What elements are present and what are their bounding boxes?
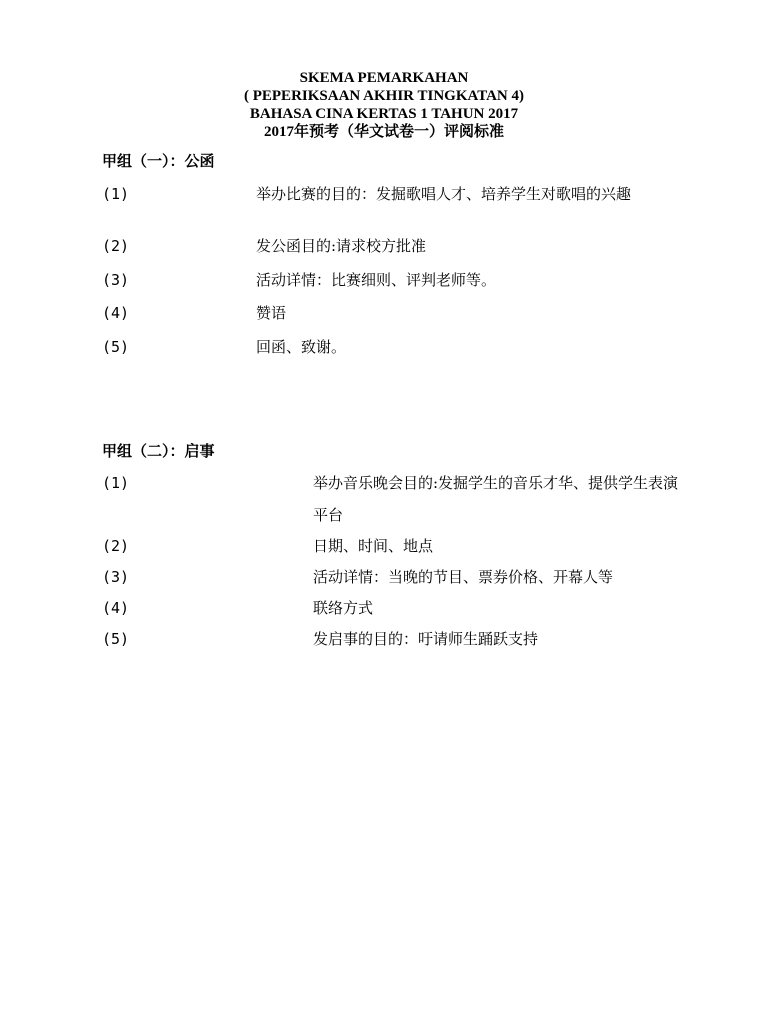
item-number: (3) xyxy=(102,271,130,289)
item-text: 活动详情：比赛细则、评判老师等。 xyxy=(256,271,497,289)
item-text: 联络方式 xyxy=(313,599,374,617)
item-text: 活动详情：当晚的节目、票券价格、开幕人等 xyxy=(313,568,614,586)
item-number: (3) xyxy=(102,568,130,586)
item-number: (2) xyxy=(102,237,130,255)
item-text: 举办音乐晚会目的:发掘学生的音乐才华、提供学生表演平台 xyxy=(313,474,679,524)
item-text: 回函、致谢。 xyxy=(256,338,347,356)
item-number: (5) xyxy=(102,630,130,648)
item-text: 发公函目的:请求校方批准 xyxy=(256,237,427,255)
item-text: 举办比赛的目的：发掘歌唱人才、培养学生对歌唱的兴趣 xyxy=(256,185,632,203)
item-text: 日期、时间、地点 xyxy=(313,537,434,555)
header-chinese-title: 2017年预考（华文试卷一）评阅标准 xyxy=(263,124,504,140)
section1-title: 甲组（一）：公函 xyxy=(102,152,215,170)
item-text: 赞语 xyxy=(256,304,287,322)
document-header xyxy=(0,69,768,141)
item-number: (4) xyxy=(102,304,130,322)
header-exam: ( PEPERIKSAAN AKHIR TINGKATAN 4) xyxy=(243,88,525,104)
header-subject: BAHASA CINA KERTAS 1 TAHUN 2017 xyxy=(249,106,519,122)
item-number: (1) xyxy=(102,474,130,492)
item-number: (2) xyxy=(102,537,130,555)
item-number: (5) xyxy=(102,338,130,356)
section2-title: 甲组（二）：启事 xyxy=(102,442,215,460)
item-number: (1) xyxy=(102,185,130,203)
item-text: 发启事的目的：吁请师生踊跃支持 xyxy=(313,630,539,648)
header-title: SKEMA PEMARKAHAN xyxy=(299,70,469,86)
item-number: (4) xyxy=(102,599,130,617)
